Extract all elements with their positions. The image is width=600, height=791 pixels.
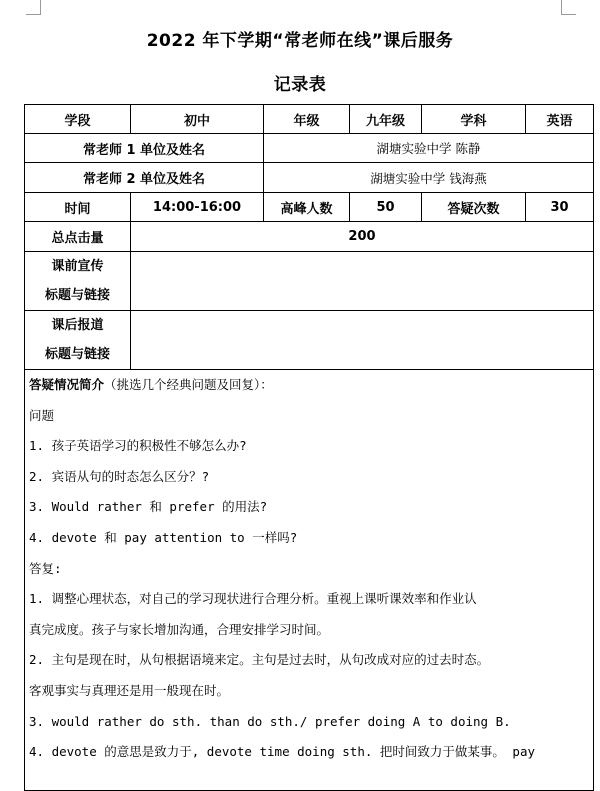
document-title: 2022 年下学期“常老师在线”课后服务: [146, 31, 454, 51]
notes-heading-hint: （挑选几个经典问题及回复）：: [104, 377, 273, 392]
post-report-label-line1: 课后报道: [51, 318, 104, 333]
pre-promo-label-line2: 标题与链接: [44, 288, 110, 303]
row-notes: [25, 370, 594, 791]
time-value: 14:00-16:00: [131, 193, 264, 222]
qa-count-label: 答疑次数: [422, 193, 526, 222]
notes-heading-line: [29, 370, 593, 401]
clicks-label: 总点击量: [25, 222, 131, 252]
teacher1-label: 常老师 1 单位及姓名: [25, 134, 264, 163]
question-3: 3. Would rather 和 prefer 的用法?: [29, 499, 268, 515]
peak-label: 高峰人数: [264, 193, 350, 222]
crop-mark-right: [561, 0, 576, 15]
row-pre-promo: [25, 252, 594, 311]
notes-cell: [25, 370, 594, 791]
row-stage: [25, 105, 594, 134]
answer-line-2: 真完成度。孩子与家长增加沟通，合理安排学习时间。: [29, 621, 330, 637]
grade-label: 年级: [264, 105, 350, 134]
question-4: 4. devote 和 pay attention to 一样吗?: [29, 529, 298, 545]
teacher2-label: 常老师 2 单位及姓名: [25, 163, 264, 193]
post-report-label-line2: 标题与链接: [44, 347, 110, 362]
time-label: 时间: [25, 193, 131, 222]
teacher1-value: 湖塘实验中学 陈静: [264, 134, 594, 163]
answer-line-1: 1. 调整心理状态，对自己的学习现状进行合理分析。重视上课听课效率和作业认: [29, 591, 477, 607]
answer-line-5: 3. would rather do sth. than do sth./ prefer doing A to doing B.: [29, 713, 511, 729]
subject-value: 英语: [526, 105, 594, 134]
clicks-value: 200: [131, 222, 594, 252]
answer-line-6: 4. devote 的意思是致力于, devote time doing sth. 把时间致力于做某事。 pay: [29, 744, 536, 760]
row-post-report: [25, 311, 594, 370]
crop-mark-left: [26, 0, 41, 15]
document-subtitle: 记录表: [273, 75, 327, 95]
row-teacher2: [25, 163, 594, 193]
notes-heading: 答疑情况简介: [29, 377, 105, 392]
row-teacher1: [25, 134, 594, 163]
pre-promo-label: [25, 252, 131, 311]
record-table: [24, 104, 594, 791]
grade-value: 九年级: [350, 105, 422, 134]
teacher2-value: 湖塘实验中学 钱海燕: [264, 163, 594, 193]
pre-promo-label-line1: 课前宣传: [51, 259, 104, 274]
qa-count-value: 30: [526, 193, 594, 222]
subject-label: 学科: [422, 105, 526, 134]
pre-promo-value: [131, 252, 594, 311]
answer-line-3: 2. 主句是现在时，从句根据语境来定。主句是过去时，从句改成对应的过去时态。: [29, 652, 490, 668]
question-2: 2. 宾语从句的时态怎么区分？?: [29, 468, 210, 484]
stage-value: 初中: [131, 105, 264, 134]
question-1: 1. 孩子英语学习的积极性不够怎么办?: [29, 438, 247, 454]
post-report-label: [25, 311, 131, 370]
questions-label: 问题: [29, 407, 55, 423]
row-clicks: [25, 222, 594, 252]
peak-value: 50: [350, 193, 422, 222]
answers-label: 答复:: [29, 560, 62, 576]
answer-line-4: 客观事实与真理还是用一般现在时。: [29, 682, 230, 698]
row-time: [25, 193, 594, 222]
stage-label: 学段: [25, 105, 131, 134]
post-report-value: [131, 311, 594, 370]
